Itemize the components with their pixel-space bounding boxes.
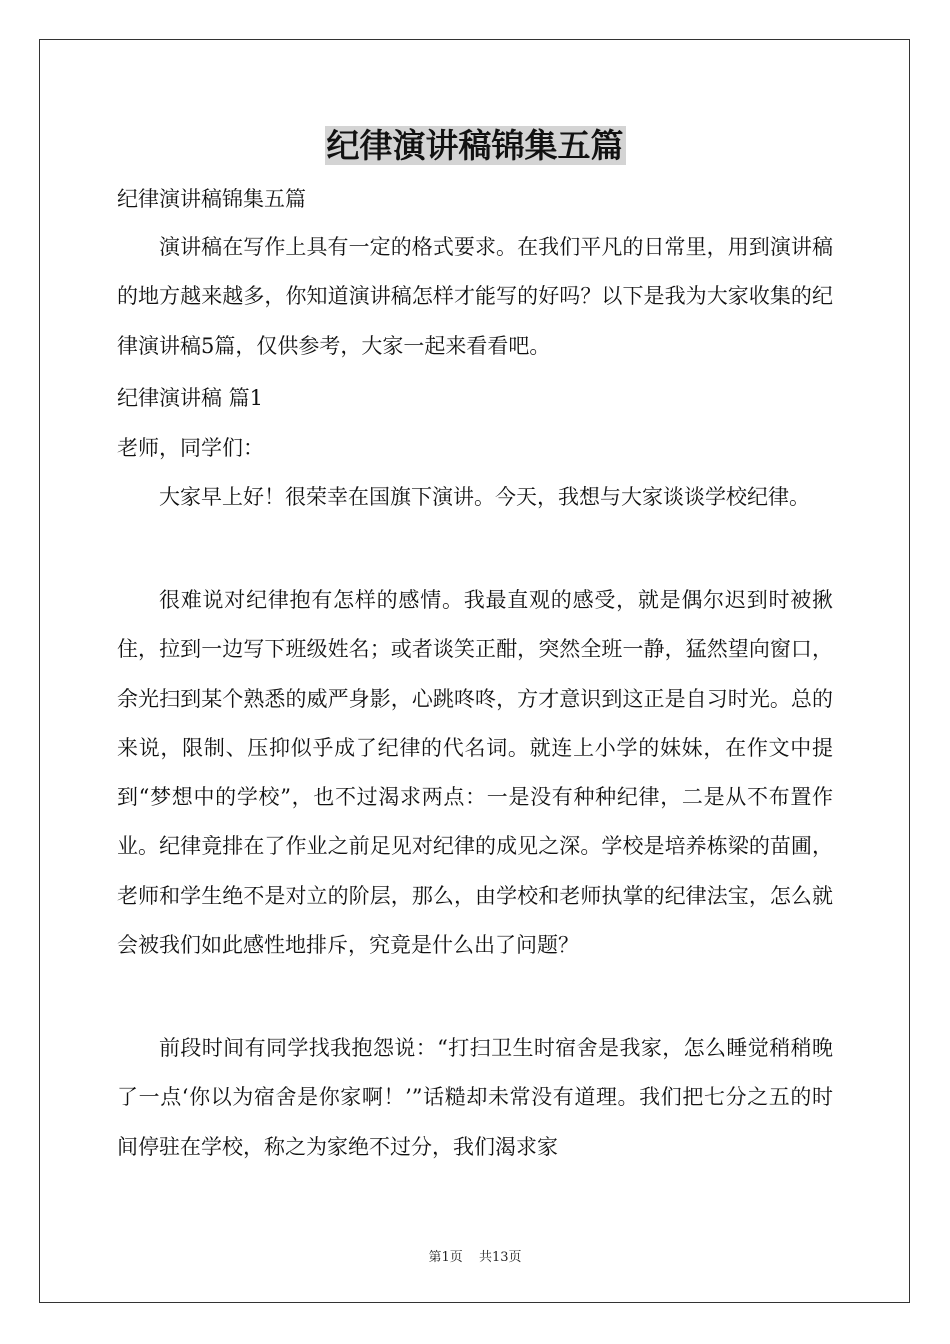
page-footer [0, 1246, 950, 1265]
document-title [0, 124, 950, 168]
subtitle: 纪律演讲稿锦集五篇 [117, 187, 306, 211]
body-paragraph: 大家早上好！很荣幸在国旗下演讲。今天，我想与大家谈谈学校纪律。 [159, 485, 810, 509]
title-text: 纪律演讲稿锦集五篇 [326, 126, 624, 165]
intro-paragraph: 演讲稿在写作上具有一定的格式要求。在我们平凡的日常里，用到演讲稿的地方越来越多，你知道演讲稿怎样才能写的好吗？以下是我为大家收集的纪律演讲稿5篇，仅供参考，大家一起来看看吧。 [117, 235, 833, 358]
body-paragraph: 前段时间有同学找我抱怨说：“打扫卫生时宿舍是我家，怎么睡觉稍稍晚了一点‘你以为宿舍是你家啊！’”话糙却未常没有道理。我们把七分之五的时间停驻在学校，称之为家绝不过分，我们渴求家 [117, 1036, 833, 1159]
body-paragraph: 很难说对纪律抱有怎样的感情。我最直观的感受，就是偶尔迟到时被揪住，拉到一边写下班级姓名；或者谈笑正酣，突然全班一静，猛然望向窗口，余光扫到某个熟悉的威严身影，心跳咚咚，方才意识到这正是自习时光。总的来说，限制、压抑似乎成了纪律的代名词。就连上小学的妹妹，在作文中提到“梦想中的学校”，也不过渴求两点：一是没有种种纪律，二是从不布置作业。纪律竟排在了作业之前足见对纪律的成见之深。学校是培养栋梁的苗圃，老师和学生绝不是对立的阶层，那么，由学校和老师执掌的纪律法宝，怎么就会被我们如此感性地排斥，究竟是什么出了问题？ [117, 588, 833, 958]
section-heading: 纪律演讲稿 篇1 [117, 386, 264, 410]
page-total: 共13页 [478, 1250, 522, 1265]
greeting: 老师，同学们： [117, 436, 264, 460]
page-number: 第1页 [428, 1250, 463, 1265]
